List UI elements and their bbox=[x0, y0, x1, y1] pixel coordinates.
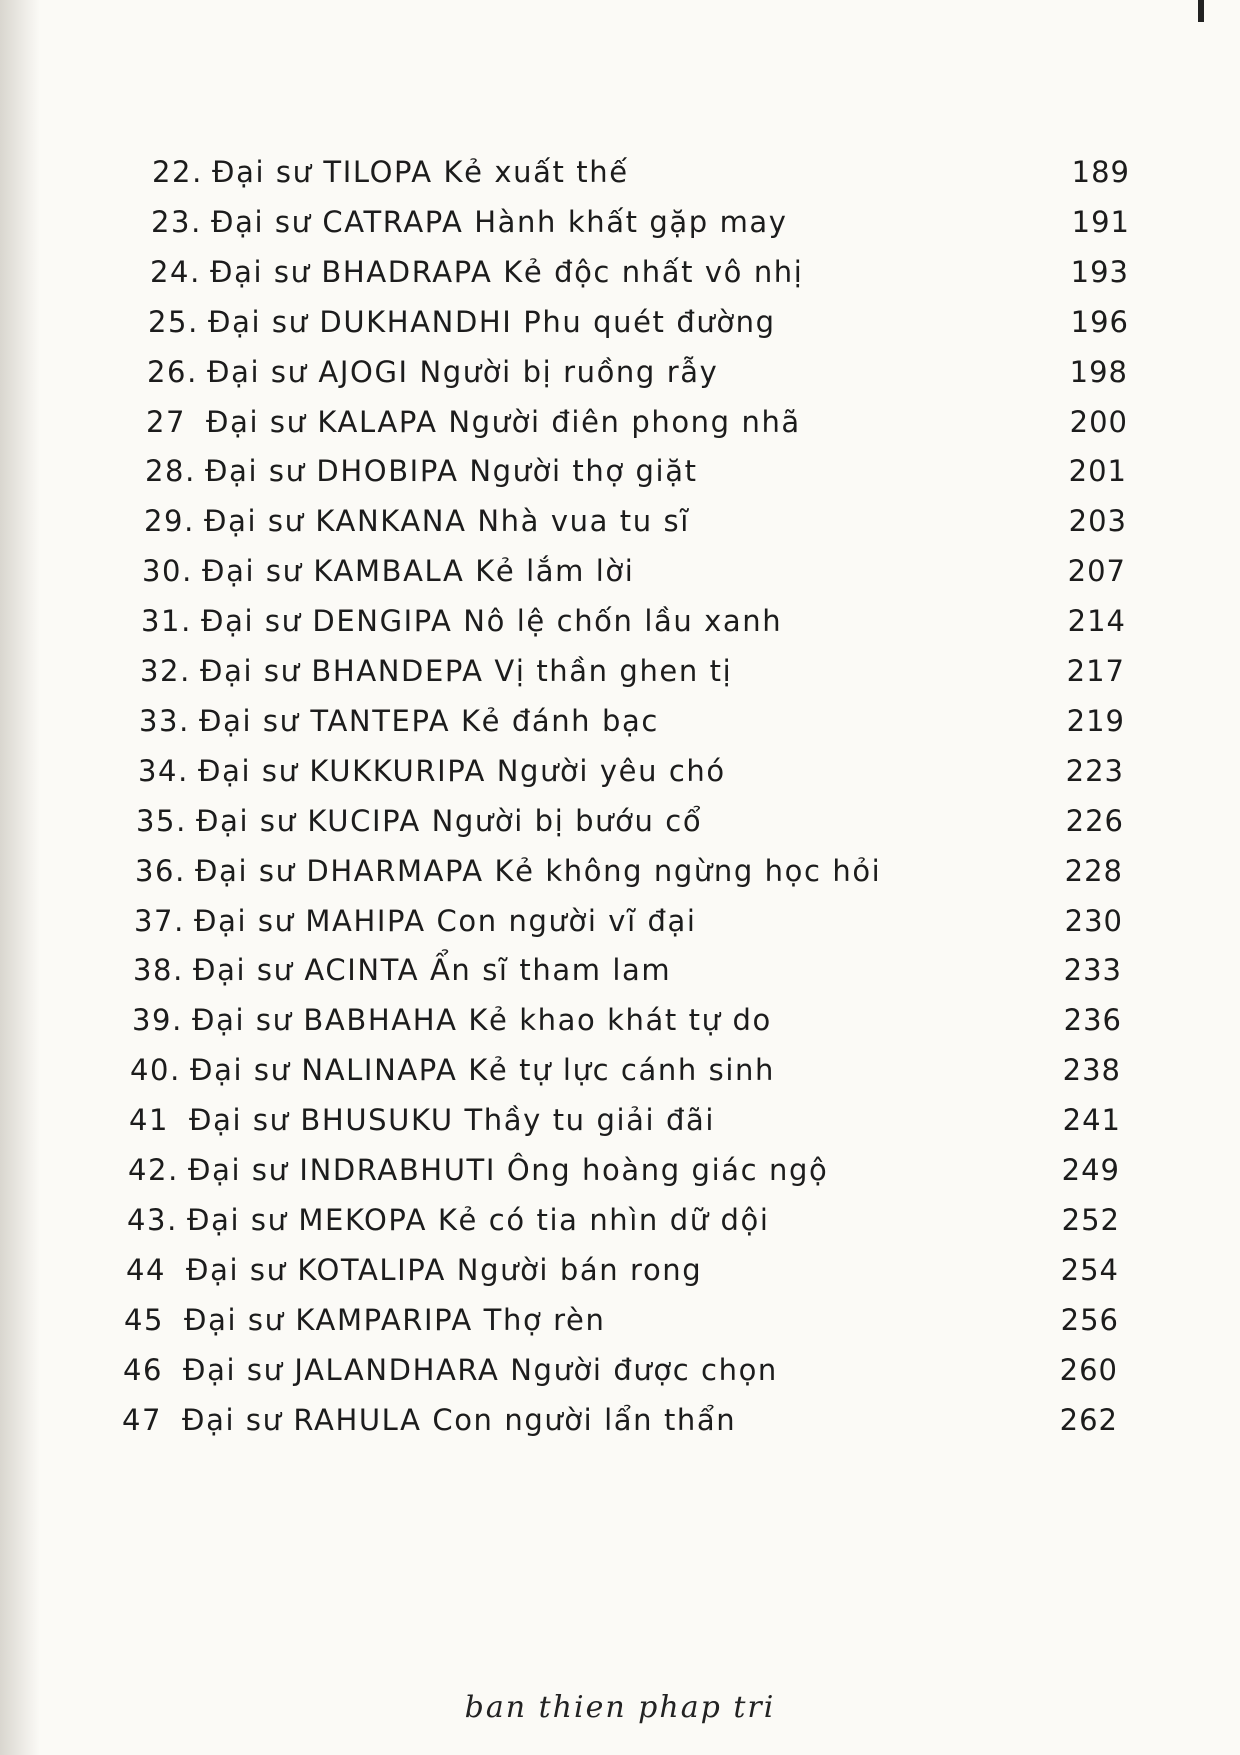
toc-entry-number: 25. bbox=[148, 305, 199, 339]
toc-entry bbox=[133, 946, 671, 994]
toc-entry-title: Đại sư DUKHANDHI Phu quét đường bbox=[208, 305, 776, 339]
toc-entry-number: 38. bbox=[133, 953, 184, 987]
toc-entry-page: 230 bbox=[1064, 904, 1123, 938]
toc-entry-title: Đại sư DHOBIPA Người thợ giặt bbox=[205, 454, 698, 488]
toc-entry-page: 233 bbox=[1063, 953, 1122, 987]
toc-entry-page: 200 bbox=[1069, 405, 1128, 439]
footer-signature: ban thien phap tri bbox=[464, 1690, 776, 1725]
toc-entry-number: 32. bbox=[140, 654, 191, 688]
toc-entry-number: 23. bbox=[151, 205, 202, 239]
toc-entry bbox=[128, 1146, 828, 1194]
toc-entry-number: 26. bbox=[147, 355, 198, 389]
toc-entry bbox=[142, 547, 634, 595]
toc-entry-title: Đại sư TILOPA Kẻ xuất thế bbox=[212, 155, 629, 189]
toc-entry-page: 260 bbox=[1059, 1353, 1118, 1387]
toc-entry-title: Đại sư KUCIPA Người bị bướu cổ bbox=[196, 804, 703, 838]
toc-entry-number: 39. bbox=[132, 1003, 183, 1037]
toc-entry-page: 254 bbox=[1060, 1253, 1119, 1287]
toc-entry-title: Đại sư MAHIPA Con người vĩ đại bbox=[194, 904, 697, 938]
toc-entry bbox=[136, 797, 702, 845]
toc-entry-page: 207 bbox=[1067, 554, 1126, 588]
toc-entry-page: 226 bbox=[1065, 804, 1124, 838]
toc-entry bbox=[124, 1296, 605, 1344]
toc-entry-title: Đại sư ACINTA Ẩn sĩ tham lam bbox=[193, 953, 672, 987]
toc-entry-title: Đại sư KOTALIPA Người bán rong bbox=[186, 1253, 703, 1287]
toc-entry bbox=[140, 647, 732, 695]
toc-entry bbox=[122, 1396, 736, 1444]
toc-entry-title: Đại sư KAMBALA Kẻ lắm lời bbox=[202, 554, 635, 588]
toc-entry-page: 219 bbox=[1066, 704, 1125, 738]
toc-entry bbox=[151, 198, 788, 246]
toc-entry-page: 196 bbox=[1070, 305, 1129, 339]
toc-entry-page: 217 bbox=[1066, 654, 1125, 688]
toc-entry-number: 42. bbox=[128, 1153, 179, 1187]
toc-entry-title: Đại sư NALINAPA Kẻ tự lực cánh sinh bbox=[190, 1053, 775, 1087]
toc-entry-number: 30. bbox=[142, 554, 193, 588]
toc-entry-page: 203 bbox=[1068, 504, 1127, 538]
toc-entry-page: 256 bbox=[1060, 1303, 1119, 1337]
toc-entry-title: Đại sư BHANDEPA Vị thần ghen tị bbox=[200, 654, 733, 688]
toc-entry-title: Đại sư TANTEPA Kẻ đánh bạc bbox=[199, 704, 659, 738]
toc-entry-number: 37. bbox=[134, 904, 185, 938]
toc-entry-page: 262 bbox=[1059, 1403, 1118, 1437]
toc-entry bbox=[135, 847, 881, 895]
toc-entry-page: 191 bbox=[1071, 205, 1130, 239]
toc-entry bbox=[141, 597, 782, 645]
toc-entry-title: Đại sư DHARMAPA Kẻ không ngừng học hỏi bbox=[195, 854, 882, 888]
toc-entry-page: 252 bbox=[1061, 1203, 1120, 1237]
toc-entry-title: Đại sư RAHULA Con người lẩn thẩn bbox=[182, 1403, 737, 1437]
toc-entry bbox=[152, 148, 629, 196]
toc-entry-title: Đại sư KANKANA Nhà vua tu sĩ bbox=[204, 504, 690, 538]
toc-entry-number: 46 bbox=[123, 1353, 164, 1387]
toc-entry-number: 35. bbox=[136, 804, 187, 838]
toc-entry bbox=[126, 1246, 702, 1294]
toc-entry bbox=[148, 298, 776, 346]
toc-entry bbox=[132, 996, 772, 1044]
toc-entry-number: 24. bbox=[150, 255, 201, 289]
toc-entry-page: 198 bbox=[1069, 355, 1128, 389]
toc-entry-title: Đại sư BHUSUKU Thầy tu giải đãi bbox=[189, 1103, 716, 1137]
toc-entry-title: Đại sư DENGIPA Nô lệ chốn lầu xanh bbox=[201, 604, 783, 638]
toc-entry-page: 228 bbox=[1064, 854, 1123, 888]
toc-entry bbox=[130, 1046, 775, 1094]
toc-entry bbox=[129, 1096, 715, 1144]
toc-entry-number: 29. bbox=[144, 504, 195, 538]
toc-entry bbox=[127, 1196, 770, 1244]
toc-entry bbox=[146, 398, 801, 446]
toc-entry-number: 27 bbox=[146, 405, 187, 439]
toc-entry-page: 238 bbox=[1062, 1053, 1121, 1087]
toc-entry-page: 189 bbox=[1071, 155, 1130, 189]
toc-entry bbox=[138, 747, 726, 795]
toc-entry-page: 241 bbox=[1062, 1103, 1121, 1137]
toc-entry bbox=[145, 447, 698, 495]
toc-entry bbox=[150, 248, 803, 296]
toc-entry-page: 236 bbox=[1063, 1003, 1122, 1037]
toc-entry-title: Đại sư KUKKURIPA Người yêu chó bbox=[198, 754, 726, 788]
toc-entry-page: 214 bbox=[1067, 604, 1126, 638]
toc-entry-number: 33. bbox=[139, 704, 190, 738]
toc-entry-number: 31. bbox=[141, 604, 192, 638]
toc-entry-title: Đại sư BABHAHA Kẻ khao khát tự do bbox=[192, 1003, 772, 1037]
toc-entry-number: 43. bbox=[127, 1203, 178, 1237]
toc-entry-number: 34. bbox=[138, 754, 189, 788]
toc-entry-number: 41 bbox=[129, 1103, 170, 1137]
toc-entry-title: Đại sư KAMPARIPA Thợ rèn bbox=[184, 1303, 606, 1337]
toc-entry-page: 193 bbox=[1070, 255, 1129, 289]
toc-entry-number: 40. bbox=[130, 1053, 181, 1087]
toc-entry-number: 22. bbox=[152, 155, 203, 189]
toc-entry-number: 28. bbox=[145, 454, 196, 488]
toc-entry bbox=[139, 697, 659, 745]
toc-entry-number: 45 bbox=[124, 1303, 165, 1337]
toc-entry-number: 36. bbox=[135, 854, 186, 888]
toc-entry-title: Đại sư KALAPA Người điên phong nhã bbox=[206, 405, 801, 439]
toc-entry-title: Đại sư MEKOPA Kẻ có tia nhìn dữ dội bbox=[187, 1203, 770, 1237]
toc-entry-number: 47 bbox=[122, 1403, 163, 1437]
toc-entry-title: Đại sư AJOGI Người bị ruồng rẫy bbox=[207, 355, 719, 389]
toc-entry-title: Đại sư BHADRAPA Kẻ độc nhất vô nhị bbox=[210, 255, 804, 289]
toc-entry bbox=[144, 497, 690, 545]
toc-entry-title: Đại sư JALANDHARA Người được chọn bbox=[183, 1353, 778, 1387]
toc-entry-title: Đại sư INDRABHUTI Ông hoàng giác ngộ bbox=[188, 1153, 829, 1187]
toc-entry-page: 201 bbox=[1068, 454, 1127, 488]
toc-entry-page: 223 bbox=[1065, 754, 1124, 788]
toc-entry bbox=[134, 897, 697, 945]
toc-entry bbox=[147, 348, 718, 396]
toc-entry-title: Đại sư CATRAPA Hành khất gặp may bbox=[211, 205, 788, 239]
toc-entry bbox=[123, 1346, 778, 1394]
toc-entry-page: 249 bbox=[1061, 1153, 1120, 1187]
toc-entry-number: 44 bbox=[126, 1253, 167, 1287]
